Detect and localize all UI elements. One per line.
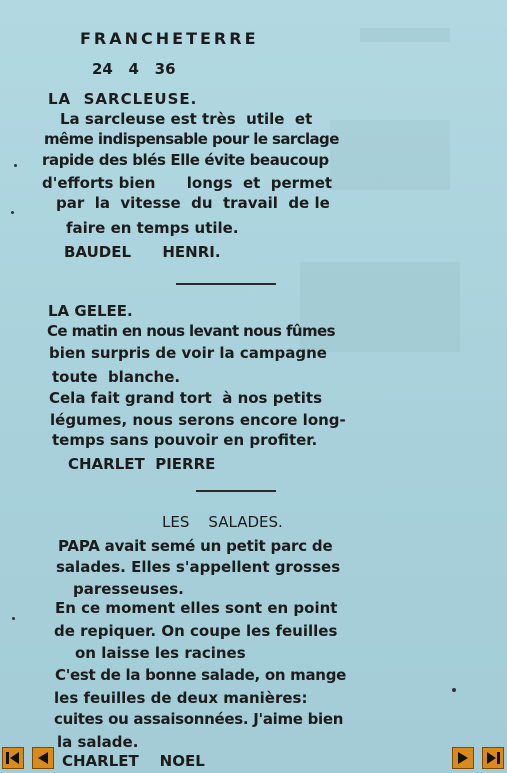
article-line: En ce moment elles sont en point	[55, 599, 338, 617]
article-line: Cela fait grand tort à nos petits	[49, 389, 323, 407]
last-page-button[interactable]	[482, 747, 504, 769]
article-line: cuites ou assaisonnées. J'aime bien	[54, 710, 344, 728]
article-line: toute blanche.	[52, 368, 181, 386]
article-line: par la vitesse du travail de le	[56, 194, 330, 212]
article-line: légumes, nous serons encore long-	[50, 411, 346, 429]
first-page-button[interactable]	[2, 747, 24, 769]
first-page-icon	[3, 748, 23, 768]
previous-page-button[interactable]	[32, 747, 54, 769]
paper-speck	[11, 211, 14, 214]
bleed-through-shadow	[330, 120, 450, 190]
issue-date: 24 4 36	[92, 60, 176, 78]
separator-rule	[176, 283, 276, 285]
paper-speck	[14, 164, 17, 167]
next-page-button[interactable]	[452, 747, 474, 769]
article-line: temps sans pouvoir en profiter.	[52, 431, 318, 449]
article-line: faire en temps utile.	[66, 219, 239, 237]
last-page-icon	[483, 748, 503, 768]
article-line: on laisse les racines	[75, 644, 246, 662]
article-line: Ce matin en nous levant nous fûmes	[47, 322, 335, 340]
previous-page-icon	[33, 748, 53, 768]
article-author: BAUDEL HENRI.	[64, 243, 221, 261]
newspaper-title: FRANCHETERRE	[80, 29, 259, 48]
paper-speck	[12, 617, 15, 620]
article-line: même indispensable pour le sarclage	[44, 130, 339, 148]
article-line: de repiquer. On coupe les feuilles	[54, 622, 338, 640]
separator-rule	[196, 490, 276, 492]
article-line: paresseuses.	[73, 580, 184, 598]
article-author: CHARLET NOEL	[62, 752, 205, 770]
article-line: d'efforts bien longs et permet	[42, 174, 333, 192]
article-line: salades. Elles s'appellent grosses	[56, 558, 341, 576]
article-line: rapide des blés Elle évite beaucoup	[42, 151, 329, 169]
article-title: LES SALADES.	[162, 513, 283, 531]
article-title: LA SARCLEUSE.	[48, 90, 198, 108]
article-line: La sarcleuse est très utile et	[60, 110, 313, 128]
article-line: PAPA avait semé un petit parc de	[58, 537, 333, 555]
next-page-icon	[453, 748, 473, 768]
article-line: bien surpris de voir la campagne	[49, 344, 327, 362]
article-author: CHARLET PIERRE	[68, 455, 216, 473]
article-title: LA GELEE.	[48, 302, 133, 320]
article-line: les feuilles de deux manières:	[54, 689, 308, 707]
bleed-through-shadow	[360, 28, 450, 42]
article-line: C'est de la bonne salade, on mange	[55, 666, 347, 684]
article-line: la salade.	[57, 733, 139, 751]
paper-speck	[452, 688, 456, 692]
